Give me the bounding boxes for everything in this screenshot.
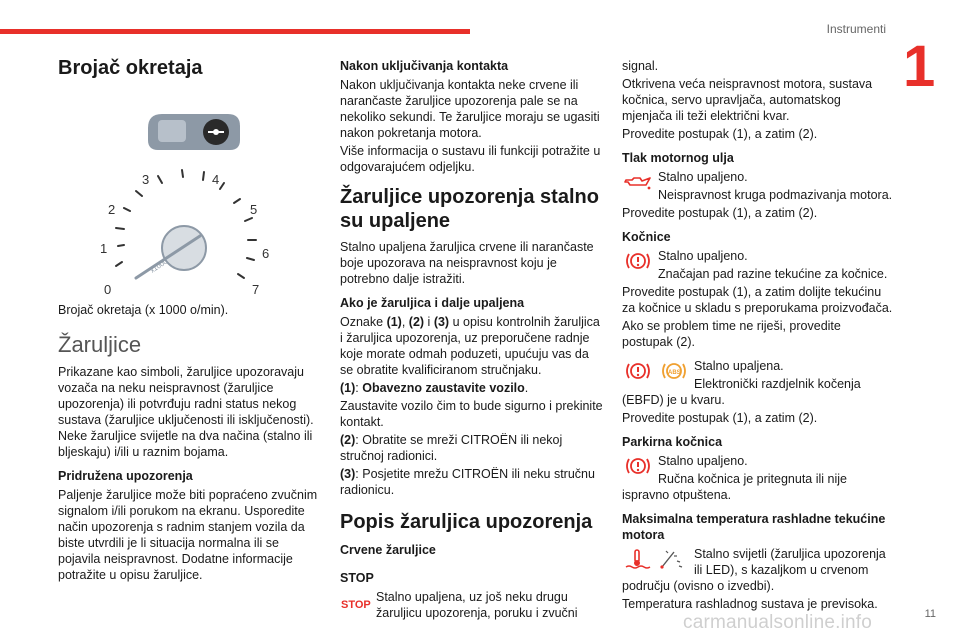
after-ignition-text: Nakon uključivanja kontakta neke crvene ili narančaste žaruljice upozorenja pale se na nekoliko sekundi. Te žaruljice moraju se ugasiti nakon pokretanja motora. bbox=[340, 78, 600, 140]
instrument-cluster-icon bbox=[148, 114, 240, 150]
step-1-text: Zaustavite vozilo čim to bude sigurno i prekinite kontakt. bbox=[340, 399, 603, 429]
watermark: carmanualsonline.info bbox=[683, 612, 873, 633]
coolant-temperature-icon bbox=[622, 548, 690, 570]
svg-text:ABS: ABS bbox=[668, 370, 681, 376]
column-2 bbox=[340, 56, 604, 623]
gauge-tick-label: 1 bbox=[100, 241, 108, 256]
header-accent-bar bbox=[0, 29, 470, 34]
svg-text:STOP: STOP bbox=[341, 599, 371, 611]
lamps-lit-text: Stalno upaljena žaruljica crvene ili narančaste boje upozorava na neispravnost koju je potrebno dalje istražiti. bbox=[340, 240, 594, 286]
gauge-tick-label: 2 bbox=[108, 202, 116, 217]
step-3: (3): Posjetite mrežu CITROËN ili neku stručnu radionicu. bbox=[340, 467, 595, 497]
stop-warning-icon bbox=[340, 591, 372, 613]
associated-warnings-text: Paljenje žaruljice može biti popraćeno zvučnim signalom i/ili porukom na ekranu. Usporedite način upozorenja s radnim stanjem vozila da biste utvrdili je li situacija normalna ili se pojavila neispravnost. Dodatne informacije potražite u opisu žaruljice. bbox=[58, 488, 318, 582]
rev-counter-title: Brojač okretaja bbox=[58, 57, 203, 79]
parking-brake-item: Stalno upaljeno. Ručna kočnica je pritegnuta ili nije ispravno otpuštena. bbox=[622, 454, 847, 502]
parking-brake-icon bbox=[622, 455, 654, 477]
gauge-tick-label: 3 bbox=[142, 172, 150, 187]
brakes-item: Stalno upaljeno. Značajan pad razine tekućine za kočnice. Provedite postupak (1), a zatim dolijte tekućinu za kočnice u skladu s preporukama proizvođača. Ako se problem time ne riješi, provedite postupak (2). bbox=[622, 249, 893, 349]
ebfd-item: ABS Stalno upaljena. Elektronički razdjelnik kočenja (EBFD) je u kvaru. Provedite postupak (1), a zatim (2). bbox=[622, 359, 861, 425]
lamps-lit-title: Žaruljice upozorenja stalno su upaljene bbox=[340, 186, 599, 232]
after-ignition-more: Više informacija o sustavu ili funkciji potražite u odgovarajućem odjeljku. bbox=[340, 144, 601, 174]
step-2: (2): Obratite se mreži CITROËN ili nekoj stručnoj radionici. bbox=[340, 433, 563, 463]
red-lamps-title: Crvene žaruljice bbox=[340, 543, 436, 557]
parking-brake-title: Parkirna kočnica bbox=[622, 435, 723, 449]
gauge-unit-label: x1000 bbox=[149, 258, 170, 275]
stop-lamp-continued-1: signal. bbox=[622, 59, 659, 73]
lamps-section-title: Žaruljice bbox=[58, 332, 142, 357]
gauge-tick-label: 5 bbox=[250, 202, 258, 217]
gauge-tick-label: 0 bbox=[104, 282, 112, 297]
column-1 bbox=[58, 56, 320, 585]
lamp-still-on-title: Ako je žaruljica i dalje upaljena bbox=[340, 296, 525, 310]
stop-lamp-continued-2: Otkrivena veća neispravnost motora, sustava kočnica, servo upravljača, automatskog mjenjača ili teži električni kvar. bbox=[622, 77, 873, 123]
brake-warning-icon bbox=[622, 250, 654, 272]
oil-pressure-item: Stalno upaljeno. Neispravnost kruga podmazivanja motora. Provedite postupak (1), a zatim (2). bbox=[622, 170, 893, 220]
oil-can-icon bbox=[622, 171, 654, 193]
stop-lamp-title: STOP bbox=[340, 571, 374, 585]
stop-lamp-continued-3: Provedite postupak (1), a zatim (2). bbox=[622, 127, 818, 141]
stop-lamp-text: Stalno upaljena, uz još neku drugu žaruljicu upozorenja, poruku i zvučni bbox=[376, 590, 578, 620]
lamp-still-on-text: Oznake (1), (2) i (3) u opisu kontrolnih žaruljica i žaruljica upozorenja, uz preporučene radnje koje morate odmah poduzeti, upućuju vas da se obratite kvalificiranom stručnjaku. bbox=[340, 315, 600, 377]
associated-warnings-title: Pridružena upozorenja bbox=[58, 469, 193, 483]
gauge-tick-label: 6 bbox=[262, 246, 270, 261]
gauge-tick-label: 4 bbox=[212, 172, 220, 187]
gauge-tick-label: 7 bbox=[252, 282, 260, 297]
step-1: (1): Obavezno zaustavite vozilo. bbox=[340, 381, 529, 395]
oil-pressure-title: Tlak motornog ulja bbox=[622, 151, 734, 165]
coolant-temp-item: Stalno svijetli (žaruljica upozorenja ili LED), s kazaljkom u crvenom području (ovisno o izvedbi). Temperatura rashladnog sustava je previsoka. bbox=[622, 547, 886, 611]
chapter-number: 1 bbox=[903, 34, 936, 99]
lamps-intro: Prikazane kao simboli, žaruljice upozoravaju vozača na neku neispravnost (žaruljice upozorenja) ili potvrđuju radni status nekog sustava (žaruljice uključenosti ili isključenosti). Neke žaruljice svijetle na dva načina (stalno ili bljeskaju) i/ili u raznim bojama. bbox=[58, 365, 314, 459]
page-number: 11 bbox=[924, 608, 936, 620]
lamp-list-title: Popis žaruljica upozorenja bbox=[340, 511, 593, 533]
stop-lamp-item bbox=[340, 589, 604, 621]
chapter-title: Instrumenti bbox=[826, 22, 886, 36]
column-3 bbox=[622, 56, 894, 614]
rev-counter-caption: Brojač okretaja (x 1000 o/min). bbox=[58, 303, 229, 317]
after-ignition-title: Nakon uključivanja kontakta bbox=[340, 59, 509, 73]
tachometer-icon bbox=[64, 88, 304, 298]
coolant-temp-title: Maksimalna temperatura rashladne tekućine motora bbox=[622, 512, 886, 542]
brake-abs-warning-icon bbox=[622, 360, 690, 382]
rev-counter-illustration bbox=[64, 88, 304, 298]
brakes-title: Kočnice bbox=[622, 230, 671, 244]
